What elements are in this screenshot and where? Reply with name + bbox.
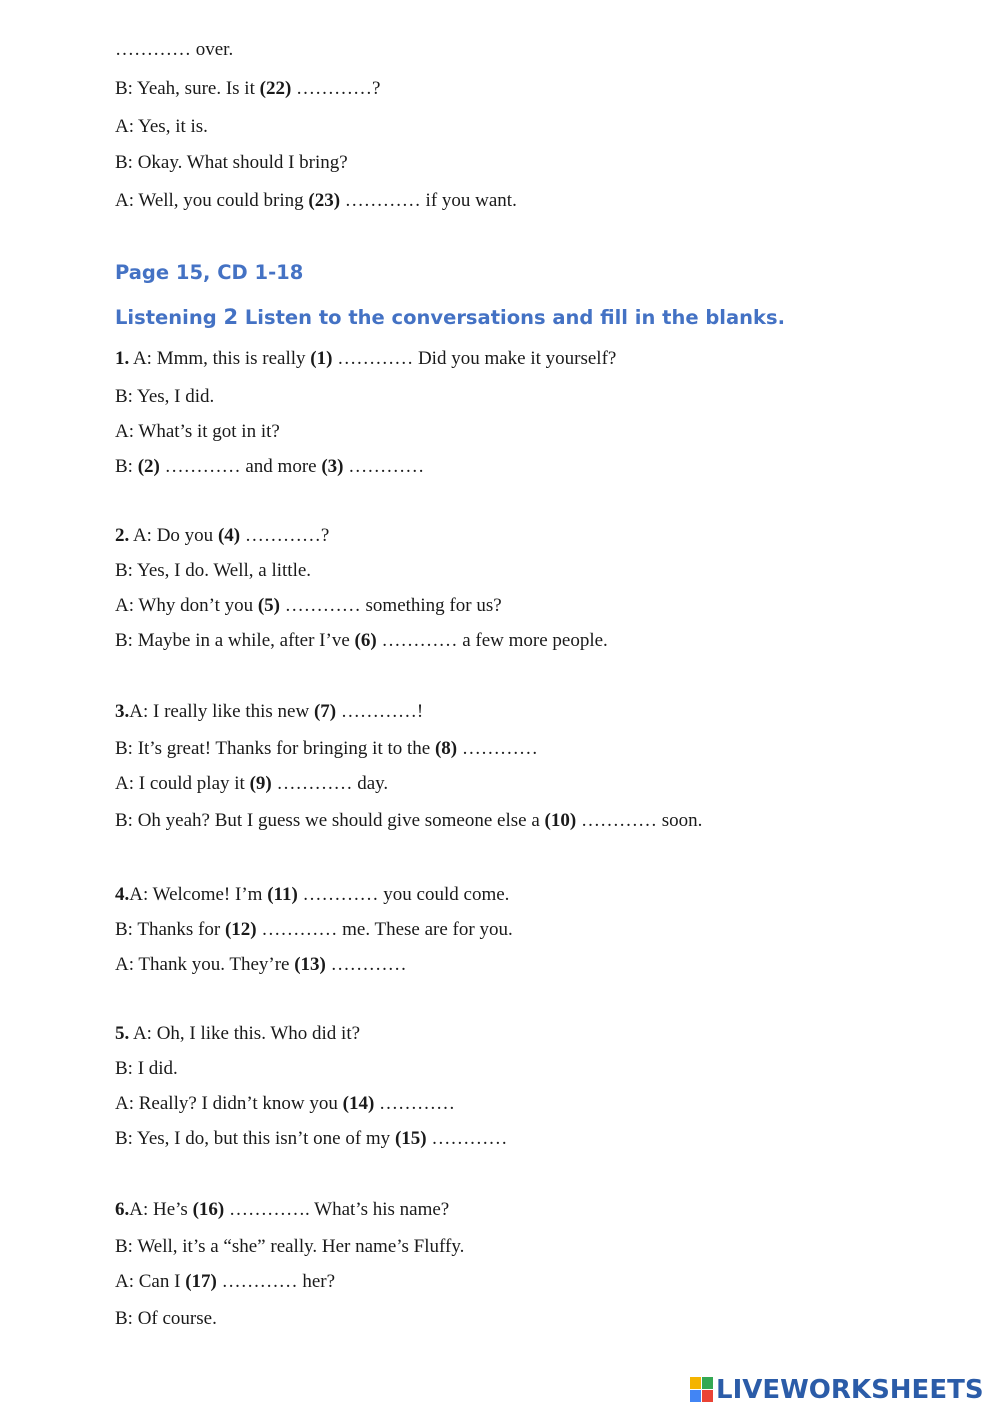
blank-number: (9) [249,773,272,794]
conversation-5-line [115,1023,360,1045]
dialogue-line: A: Well, you could bring (23) ………… if you want. [115,190,517,211]
dialogue-text: B: Oh yeah? But I guess we should give someone else a [115,810,545,831]
dialogue-text: ………… her? [216,1271,336,1292]
conversation-5-line [115,1093,455,1115]
blank-number: (14) [342,1093,375,1114]
dialogue-text: B: Thanks for [115,919,225,940]
blank-number: (13) [294,954,326,975]
conversation-number: 1. [115,348,130,369]
conversation-5-line [115,1128,507,1150]
conversation-number: 5. [115,1023,130,1044]
logo-square-icon [702,1377,713,1389]
dialogue-text: …………. What’s his name? [224,1199,450,1220]
conversation-1-line [115,456,424,478]
dialogue-text: ………… [426,1128,508,1149]
blank-number: (2) [137,456,160,477]
conversation-3-line [115,738,538,760]
conversation-6-line [115,1199,449,1221]
conversation-1-line [115,421,280,443]
dialogue-text: ………… me. These are for you. [256,919,513,940]
page-reference-heading: Page 15, CD 1-18 [115,261,304,284]
conversation-4-line [115,884,509,906]
dialogue-text: B: Yes, I did. [115,386,215,407]
dialogue-text: A: He’s [129,1199,193,1220]
dialogue-text: ………… something for us? [280,595,502,616]
conversation-number: 4. [115,884,130,905]
conversation-1-line [115,348,616,370]
blank-number: (23) [308,190,341,211]
dialogue-text: A: Mmm, this is really [129,348,311,369]
dialogue-text: ………… day. [271,773,389,794]
dialogue-text: B: Maybe in a while, after I’ve [115,630,355,651]
blank-number: (3) [321,456,344,477]
dialogue-text: ………… Did you make it yourself? [332,348,617,369]
dialogue-text: B: [115,456,138,477]
conversation-number: 2. [115,525,130,546]
blank-number: (16) [192,1199,225,1220]
blank-number: (7) [313,701,337,722]
blank-number: (4) [217,525,241,546]
logo-square-icon [702,1390,713,1402]
conversation-2-line [115,560,311,582]
logo-square-icon [690,1390,701,1402]
dialogue-text: A: I really like this new [129,701,314,722]
conversation-number: 6. [115,1199,130,1220]
dialogue-line: A: Yes, it is. [115,116,208,137]
dialogue-text: …………! [336,701,424,722]
blank-number: (8) [434,738,458,759]
logo-square-icon [690,1377,701,1389]
dialogue-text: B: Of course. [115,1308,217,1329]
conversation-3-line [115,773,388,795]
conversation-3-line [115,701,423,723]
dialogue-text: A: Thank you. They’re [115,954,295,975]
conversation-2-line [115,630,608,652]
blank-number: (10) [544,810,577,831]
conversation-3-line [115,810,702,832]
blank-number: (17) [185,1271,217,1292]
blank-number: (5) [257,595,281,616]
blank-number: (12) [224,919,257,940]
conversation-1-line [115,386,214,408]
blank-number: (15) [394,1128,427,1149]
dialogue-text: ………… you could come. [297,884,510,905]
liveworksheets-logo-icon [690,1377,714,1403]
conversation-2-line [115,525,329,547]
liveworksheets-logo [690,1375,984,1405]
liveworksheets-wordmark: LIVEWORKSHEETS [716,1375,984,1405]
blank-number: (6) [354,630,377,651]
dialogue-text: ………… a few more people. [376,630,608,651]
conversation-4-line [115,954,407,976]
dialogue-text: A: Do you [129,525,218,546]
conversation-6-line [115,1236,464,1258]
section-title: Listening 2 Listen to the conversations and fill in the blanks. [115,305,786,329]
conversation-5-line [115,1058,178,1080]
dialogue-text: A: Welcome! I’m [129,884,268,905]
dialogue-text: B: I did. [115,1058,178,1079]
blank-number: (1) [310,348,333,369]
dialogue-text: A: What’s it got in it? [115,421,280,442]
dialogue-text: B: Well, it’s a “she” really. Her name’s Fluffy. [115,1236,465,1257]
dialogue-text: B: It’s great! Thanks for bringing it to the [115,738,435,759]
blank-number: (22) [259,78,292,99]
dialogue-line: ………… over. [115,39,234,60]
dialogue-text: ………… and more [159,456,322,477]
dialogue-text: A: Really? I didn’t know you [115,1093,343,1114]
dialogue-text: ………… soon. [576,810,703,831]
dialogue-text: A: Oh, I like this. Who did it? [129,1023,361,1044]
dialogue-text: B: Yes, I do. Well, a little. [115,560,312,581]
blank-number: (11) [267,884,298,905]
conversation-2-line [115,595,502,617]
dialogue-text: ………… [343,456,425,477]
dialogue-text: A: I could play it [115,773,250,794]
dialogue-text: ………… [374,1093,456,1114]
dialogue-text: ………… [457,738,538,759]
conversation-6-line [115,1308,217,1330]
dialogue-text: …………? [240,525,330,546]
conversation-6-line [115,1271,335,1293]
dialogue-text: B: Yes, I do, but this isn’t one of my [115,1128,395,1149]
dialogue-text: ………… [325,954,407,975]
conversation-4-line [115,919,513,941]
dialogue-text: A: Can I [115,1271,186,1292]
dialogue-line: B: Yeah, sure. Is it (22) …………? [115,78,381,99]
dialogue-text: A: Why don’t you [115,595,258,616]
dialogue-line: B: Okay. What should I bring? [115,152,348,173]
conversation-number: 3. [115,701,130,722]
